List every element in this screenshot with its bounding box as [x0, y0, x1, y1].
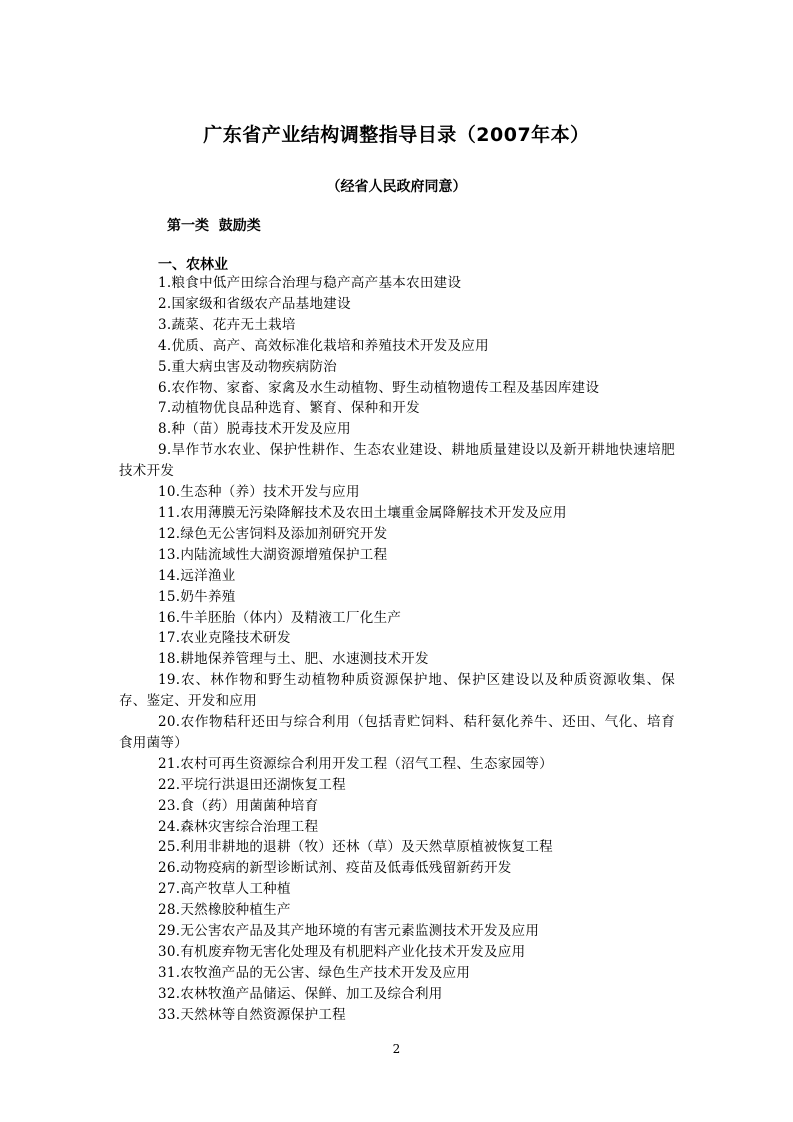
document-subtitle: （经省人民政府同意）	[326, 179, 467, 195]
list-item: 4.优质、高产、高效标准化栽培和养殖技术开发及应用	[158, 337, 489, 354]
list-item: 23.食（药）用菌菌种培育	[158, 797, 319, 814]
document-title: 广东省产业结构调整指导目录（2007年本）	[203, 124, 590, 146]
list-item: 19.农、林作物和野生动植物种质资源保护地、保护区建设以及种质资源收集、保存、鉴定、开发和应用	[119, 672, 675, 710]
list-item: 8.种（苗）脱毒技术开发及应用	[158, 421, 351, 438]
item-list	[119, 273, 675, 1026]
list-item: 21.农村可再生资源综合利用开发工程（沼气工程、生态家园等）	[158, 755, 553, 772]
list-item: 15.奶牛养殖	[158, 588, 236, 605]
list-item: 24.森林灾害综合治理工程	[158, 818, 319, 835]
list-item: 5.重大病虫害及动物疾病防治	[158, 358, 338, 375]
section-heading: 一、农林业	[158, 257, 228, 273]
list-item: 20.农作物秸秆还田与综合利用（包括青贮饲料、秸秆氨化养牛、还田、气化、培育食用菌等）	[119, 714, 675, 751]
list-item: 25.利用非耕地的退耕（牧）还林（草）及天然草原植被恢复工程	[158, 839, 553, 856]
page-number: 2	[392, 1042, 401, 1056]
list-item: 27.高产牧草人工种植	[158, 881, 291, 898]
list-item: 32.农林牧渔产品储运、保鲜、加工及综合利用	[158, 985, 443, 1002]
list-item: 17.农业克隆技术研发	[158, 630, 291, 647]
list-item: 9.旱作节水农业、保护性耕作、生态农业建设、耕地质量建设以及新开耕地快速培肥技术开发	[119, 442, 675, 480]
list-item: 14.远洋渔业	[158, 567, 236, 584]
list-item: 18.耕地保养管理与土、肥、水速测技术开发	[158, 651, 429, 668]
list-item: 13.内陆流域性大湖资源增殖保护工程	[158, 546, 388, 563]
list-item: 10.生态种（养）技术开发与应用	[158, 484, 360, 501]
list-item: 12.绿色无公害饲料及添加剂研究开发	[158, 525, 388, 542]
list-item: 31.农牧渔产品的无公害、绿色生产技术开发及应用	[158, 964, 471, 981]
list-item: 33.天然林等自然资源保护工程	[158, 1006, 346, 1023]
list-item: 16.牛羊胚胎（体内）及精液工厂化生产	[158, 609, 402, 626]
list-item: 26.动物疫病的新型诊断试剂、疫苗及低毒低残留新药开发	[158, 860, 512, 877]
list-item: 22.平垸行洪退田还湖恢复工程	[158, 776, 346, 793]
category-heading: 第一类 鼓励类	[167, 218, 261, 234]
list-item: 30.有机废弃物无害化处理及有机肥料产业化技术开发及应用	[158, 944, 526, 960]
list-item: 28.天然橡胶种植生产	[158, 902, 291, 919]
list-item: 2.国家级和省级农产品基地建设	[158, 295, 351, 312]
list-item: 11.农用薄膜无污染降解技术及农田土壤重金属降解技术开发及应用	[158, 504, 567, 521]
list-item: 3.蔬菜、花卉无土栽培	[158, 316, 296, 333]
list-item: 29.无公害农产品及其产地环境的有害元素监测技术开发及应用	[158, 923, 540, 940]
list-item: 6.农作物、家畜、家禽及水生动植物、野生动植物遗传工程及基因库建设	[158, 379, 600, 396]
list-item: 7.动植物优良品种选育、繁育、保种和开发	[158, 400, 420, 417]
list-item: 1.粮食中低产田综合治理与稳产高产基本农田建设	[158, 275, 462, 291]
